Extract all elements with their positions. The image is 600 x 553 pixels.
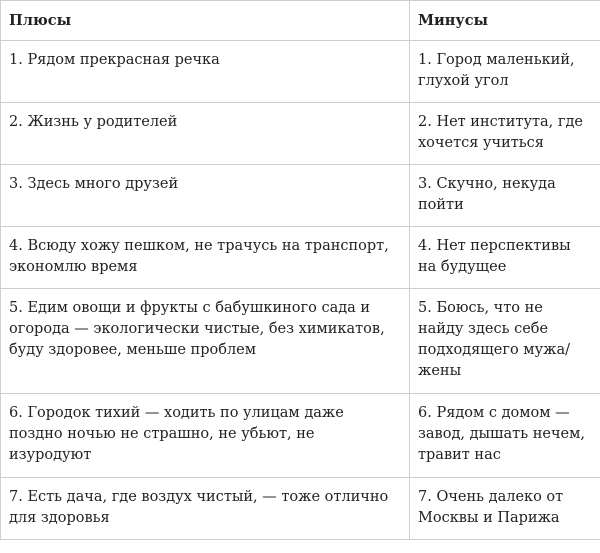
pro-cell: 4. Всюду хожу пешком, не трачусь на транспорт, экономлю время bbox=[1, 227, 410, 289]
table-row bbox=[1, 103, 600, 165]
table-row bbox=[1, 394, 600, 478]
con-cell: 4. Нет перспективы на будущее bbox=[410, 227, 600, 289]
con-cell: 3. Скучно, некуда пойти bbox=[410, 165, 600, 227]
con-cell: 2. Нет института, где хочется учиться bbox=[410, 103, 600, 165]
table-row bbox=[1, 227, 600, 289]
con-cell: 6. Рядом с домом — завод, дышать нечем, травит нас bbox=[410, 394, 600, 478]
con-cell: 1. Город маленький, глухой угол bbox=[410, 41, 600, 103]
pro-cell: 3. Здесь много друзей bbox=[1, 165, 410, 227]
con-cell: 5. Боюсь, что не найду здесь себе подходящего мужа/жены bbox=[410, 289, 600, 394]
table-row bbox=[1, 165, 600, 227]
pro-cell: 6. Городок тихий — ходить по улицам даже поздно ночью не страшно, не убьют, не изуродуют bbox=[1, 394, 410, 478]
table-row bbox=[1, 289, 600, 394]
header-row bbox=[1, 1, 600, 41]
table-row bbox=[1, 478, 600, 540]
pro-cell: 2. Жизнь у родителей bbox=[1, 103, 410, 165]
pro-cell: 5. Едим овощи и фрукты с бабушкиного сада и огорода — экологически чистые, без химикатов, буду здоровее, меньше проблем bbox=[1, 289, 410, 394]
header-pros: Плюсы bbox=[1, 1, 410, 41]
con-cell: 7. Очень далеко от Москвы и Парижа bbox=[410, 478, 600, 540]
pro-cell: 1. Рядом прекрасная речка bbox=[1, 41, 410, 103]
header-cons: Минусы bbox=[410, 1, 600, 41]
pro-cell: 7. Есть дача, где воздух чистый, — тоже отлично для здоровья bbox=[1, 478, 410, 540]
table-row bbox=[1, 41, 600, 103]
